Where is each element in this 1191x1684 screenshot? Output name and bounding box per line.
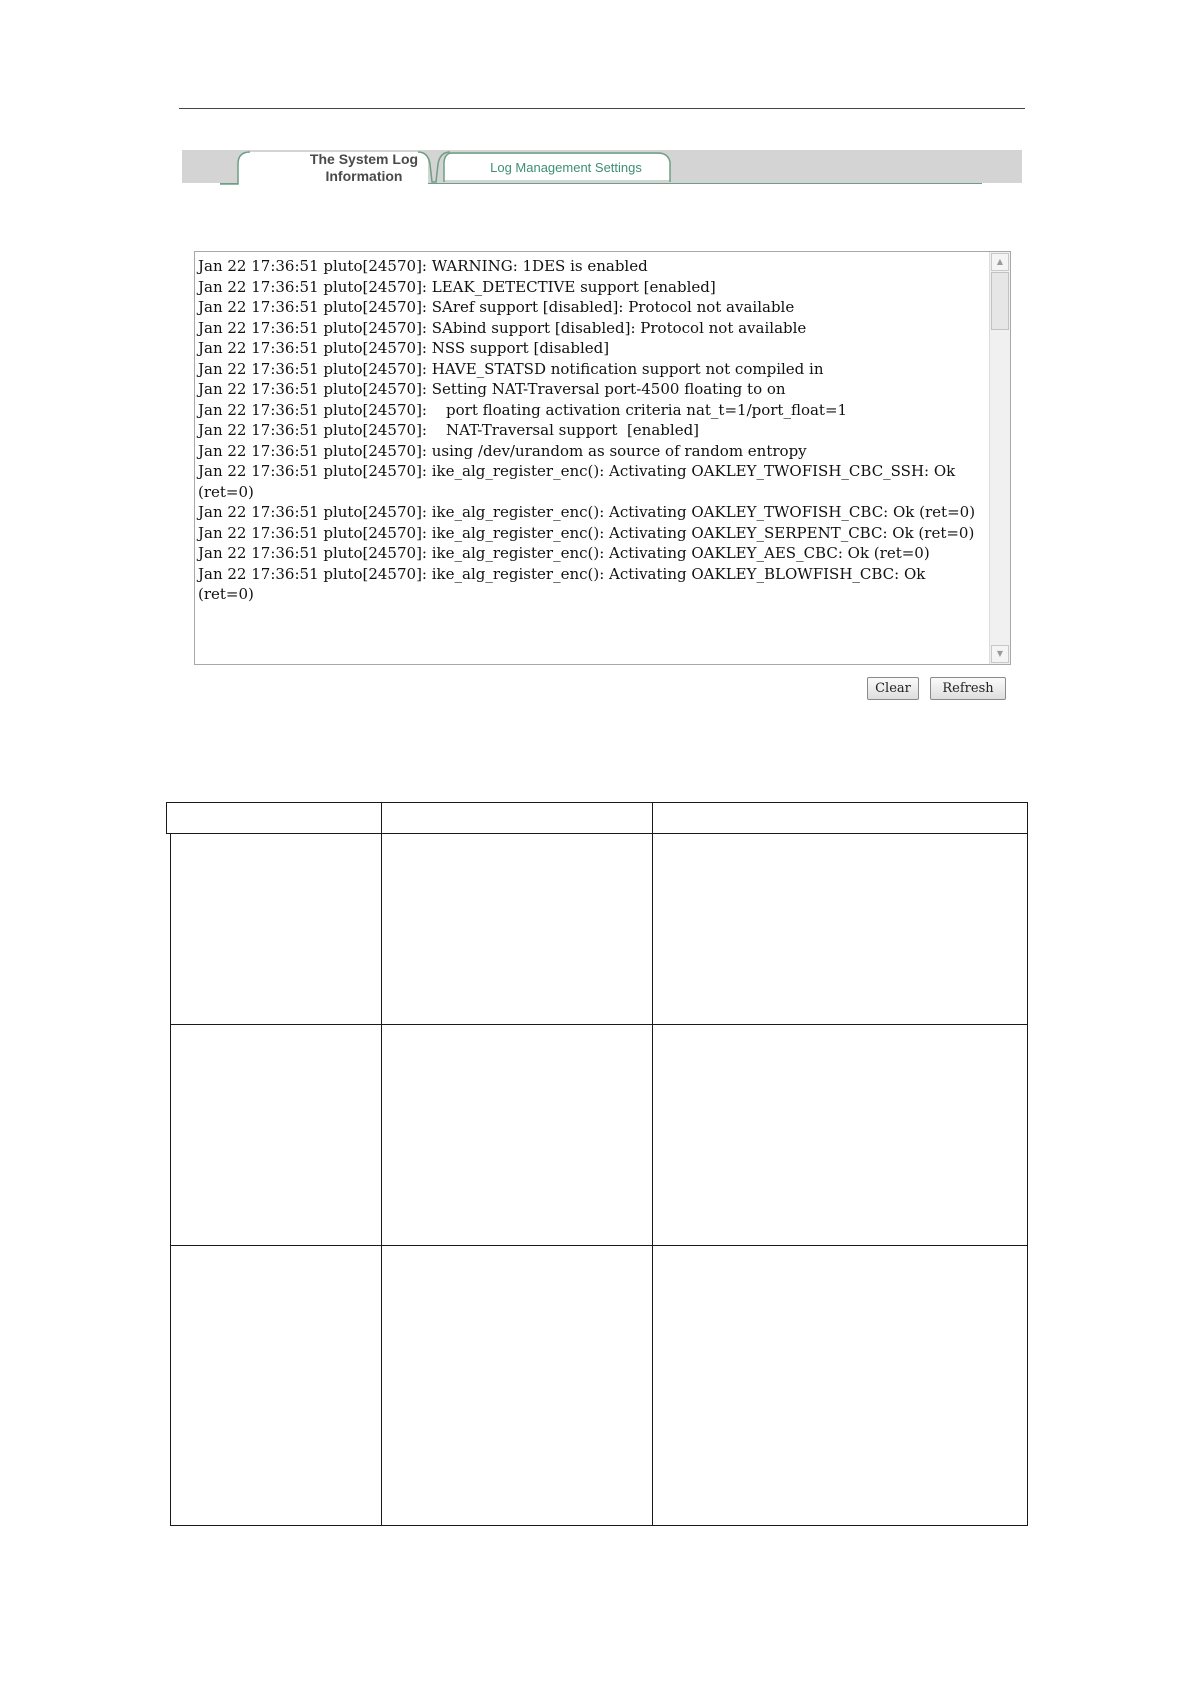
tab-log-management-settings[interactable]: Log Management Settings bbox=[490, 159, 642, 175]
tab-label-line2: Information bbox=[325, 168, 403, 184]
table-column-divider-2 bbox=[652, 802, 653, 1526]
table-header-left-border bbox=[166, 802, 167, 834]
log-line: Jan 22 17:36:51 pluto[24570]: ike_alg_register_enc(): Activating OAKLEY_AES_CBC: Ok (ret=0) bbox=[198, 544, 930, 562]
scroll-down-icon[interactable]: ▼ bbox=[991, 645, 1009, 663]
log-line: Jan 22 17:36:51 pluto[24570]: SAref support [disabled]: Protocol not available bbox=[198, 298, 795, 316]
scroll-up-icon[interactable]: ▲ bbox=[991, 253, 1009, 271]
system-log-textarea[interactable] bbox=[194, 251, 1011, 665]
log-line: Jan 22 17:36:51 pluto[24570]: HAVE_STATSD notification support not compiled in bbox=[198, 359, 824, 378]
log-line: Jan 22 17:36:51 pluto[24570]: NAT-Traversal support [enabled] bbox=[198, 421, 700, 439]
log-line: Jan 22 17:36:51 pluto[24570]: WARNING: 1DES is enabled bbox=[198, 257, 648, 275]
table-row-divider-2 bbox=[170, 1245, 1028, 1246]
table-row-divider-1 bbox=[170, 1024, 1028, 1025]
log-line: Jan 22 17:36:51 pluto[24570]: ike_alg_register_enc(): Activating OAKLEY_TWOFISH_CBC_SSH: Ok (ret=0) bbox=[198, 462, 961, 501]
log-line: Jan 22 17:36:51 pluto[24570]: ike_alg_register_enc(): Activating OAKLEY_TWOFISH_CBC: Ok (ret=0) bbox=[198, 503, 976, 521]
table-border-right bbox=[1027, 802, 1028, 1526]
log-line: Jan 22 17:36:51 pluto[24570]: port floating activation criteria nat_t=1/port_float=1 bbox=[198, 400, 848, 419]
clear-button[interactable]: Clear bbox=[867, 677, 919, 700]
refresh-button[interactable]: Refresh bbox=[930, 677, 1006, 700]
table-column-divider-1 bbox=[381, 802, 382, 1526]
table-border-top bbox=[166, 802, 1028, 803]
log-scrollbar[interactable] bbox=[989, 252, 1010, 664]
log-line: Jan 22 17:36:51 pluto[24570]: LEAK_DETECTIVE support [enabled] bbox=[198, 277, 716, 296]
table-border-bottom bbox=[170, 1525, 1028, 1526]
page-header-rule bbox=[179, 108, 1025, 109]
tab-label-line1: The System Log bbox=[309, 151, 419, 167]
log-content bbox=[198, 256, 978, 605]
table-border-left bbox=[170, 833, 171, 1526]
tab-bar bbox=[182, 150, 1022, 186]
scroll-thumb[interactable] bbox=[991, 272, 1009, 330]
log-line: Jan 22 17:36:51 pluto[24570]: NSS support [disabled] bbox=[198, 339, 610, 357]
log-line: Jan 22 17:36:51 pluto[24570]: Setting NAT-Traversal port-4500 floating to on bbox=[198, 380, 786, 398]
table-header-bottom bbox=[166, 833, 1028, 834]
tab-system-log-information[interactable] bbox=[256, 150, 472, 186]
log-line: Jan 22 17:36:51 pluto[24570]: using /dev/urandom as source of random entropy bbox=[198, 441, 807, 460]
log-line: Jan 22 17:36:51 pluto[24570]: ike_alg_register_enc(): Activating OAKLEY_SERPENT_CBC: Ok (ret=0) bbox=[198, 523, 975, 542]
log-line: Jan 22 17:36:51 pluto[24570]: ike_alg_register_enc(): Activating OAKLEY_BLOWFISH_CBC: Ok (ret=0) bbox=[198, 564, 931, 603]
log-line: Jan 22 17:36:51 pluto[24570]: SAbind support [disabled]: Protocol not available bbox=[198, 318, 807, 337]
